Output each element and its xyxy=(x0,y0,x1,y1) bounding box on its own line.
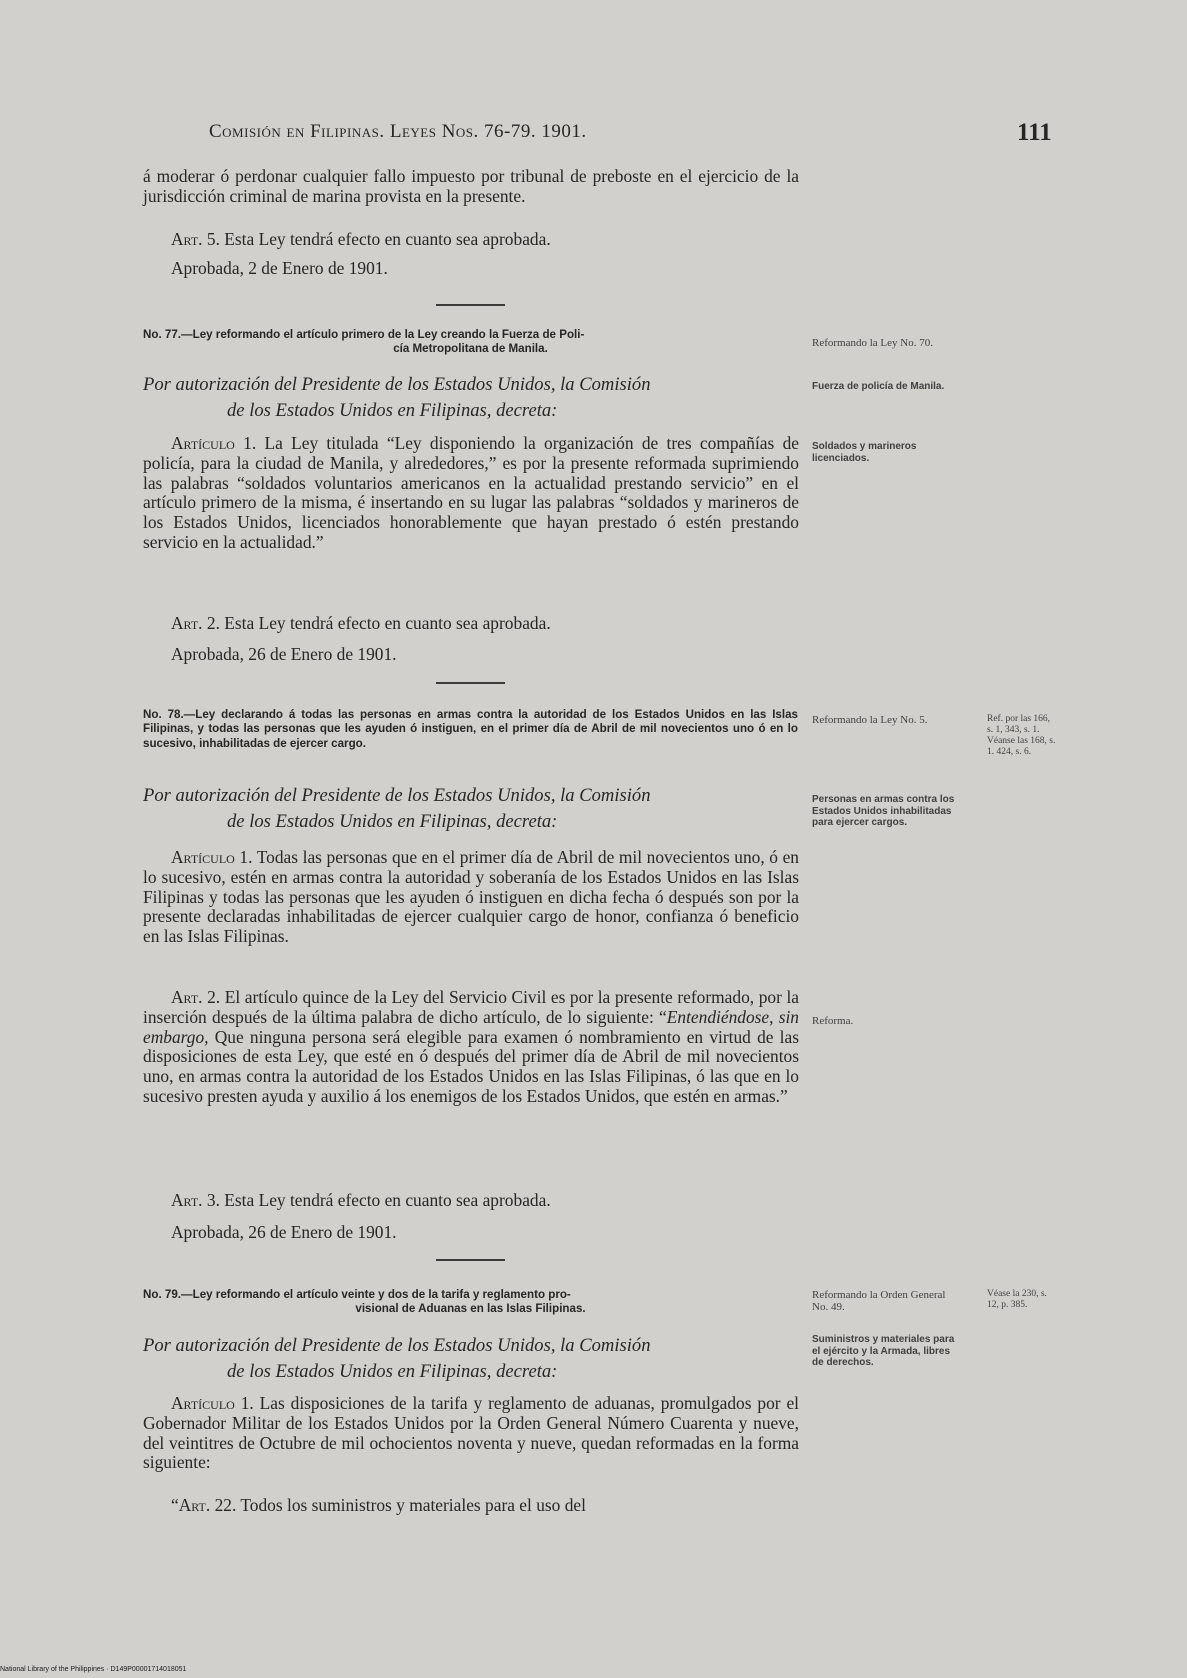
article-label: Art. 2. xyxy=(171,987,221,1007)
section-divider xyxy=(436,304,505,306)
law-78-authority xyxy=(143,783,827,835)
authority-line: Por autorización del Presidente de los Estados Unidos, la Comisión xyxy=(143,1335,651,1356)
law-78-article-1 xyxy=(143,848,799,947)
authority-line: Por autorización del Presidente de los Estados Unidos, la Comisión xyxy=(143,785,651,806)
law-77-article-1 xyxy=(143,434,799,553)
margin-note: Reformando la Ley No. 70. xyxy=(812,337,933,349)
article-label: “Art. 22. xyxy=(171,1495,237,1515)
approval-date: Aprobada, 26 de Enero de 1901. xyxy=(171,644,397,664)
margin-note: Personas en armas contra los Estados Unidos inhabilitadas para ejercer cargos. xyxy=(812,794,955,828)
article-text: Esta Ley tendrá efecto en cuanto sea aprobada. xyxy=(224,613,551,633)
heading-line: No. 77.—Ley reformando el artículo primero de la Ley creando la Fuerza de Poli- xyxy=(143,328,585,341)
heading-line: visional de Aduanas en las Islas Filipinas. xyxy=(355,1302,586,1316)
side-note: Ref. por las 166, s. 1, 343, s. 1. Véanse las 168, s. 1. 424, s. 6. xyxy=(987,714,1056,757)
law-79-authority xyxy=(143,1333,827,1385)
prev-law-article-5 xyxy=(143,230,799,250)
article-text: Esta Ley tendrá efecto en cuanto sea aprobada. xyxy=(224,229,551,249)
authority-line: de los Estados Unidos en Filipinas, decreta: xyxy=(227,811,558,832)
authority-line: de los Estados Unidos en Filipinas, decreta: xyxy=(227,400,558,421)
section-divider xyxy=(436,682,505,684)
article-text: Las disposiciones de la tarifa y reglamento de aduanas, promulgados por el Gobernador Militar de los Estados Unidos por la Orden General Número Cuarenta y nueve, del veintitres de Octubre de mil ochocientos noventa y nueve, quedan reformadas en la forma siguiente: xyxy=(143,1393,799,1473)
side-note: Véase la 230, s. 12, p. 385. xyxy=(987,1289,1047,1310)
article-text: Todas las personas que en el primer día de Abril de mil novecientos uno, ó en lo sucesivo, estén en armas contra la autoridad y soberanía de los Estados Unidos en las Islas Filipinas y todas las personas que les ayuden ó instiguen en dicha fecha ó después son por la presente declaradas inhabilitadas de ejercer cualquier cargo de honor, confianza ó beneficio en las Islas Filipinas. xyxy=(143,847,799,947)
article-label: Art. 3. xyxy=(171,1190,220,1210)
law-78-article-3 xyxy=(143,1191,799,1211)
approval-date: Aprobada, 2 de Enero de 1901. xyxy=(171,258,388,278)
article-text: El artículo quince de la Ley del Servicio Civil es por la presente reformado, por la inserción después de la última palabra de dicho artículo, de lo siguiente: “ xyxy=(143,987,800,1027)
authority-line: Por autorización del Presidente de los Estados Unidos, la Comisión xyxy=(143,374,651,395)
article-label: Art. 2. xyxy=(171,613,220,633)
law-79-article-22 xyxy=(143,1496,799,1516)
margin-note: Reformando la Orden General No. 49. xyxy=(812,1289,946,1313)
law-79-heading xyxy=(143,1288,798,1317)
law-77-article-2 xyxy=(143,614,799,634)
article-label: Art. 5. xyxy=(171,229,220,249)
law-77-authority xyxy=(143,372,827,424)
article-text: Esta Ley tendrá efecto en cuanto sea aprobada. xyxy=(224,1190,551,1210)
article-label: Artículo 1. xyxy=(171,433,257,453)
section-divider xyxy=(436,1259,505,1261)
article-text: La Ley titulada “Ley disponiendo la organización de tres compañías de policía, para la ciudad de Manila, y alrededores,” es por la presente reformada suprimiendo las palabras “soldados voluntarios americanos en la actualidad prestando servicio” en el artículo primero de la misma, é insertando en su lugar las palabras “soldados y marineros de los Estados Unidos, licenciados honorablemente que hayan prestado ó estén prestando servicio en la actualidad.” xyxy=(143,433,799,552)
running-header: Comisión en Filipinas. Leyes Nos. 76-79. 1901. xyxy=(209,121,587,142)
article-text: Todos los suministros y materiales para el uso del xyxy=(240,1495,586,1515)
prev-law-text: á moderar ó perdonar cualquier fallo impuesto por tribunal de preboste en el ejercicio de la jurisdicción criminal de marina provista en la presente. xyxy=(143,166,799,206)
margin-note: Fuerza de policía de Manila. xyxy=(812,381,945,392)
law-78-heading: No. 78.—Ley declarando á todas las personas en armas contra la autoridad de los Estados Unidos en las Islas Filipinas, y todas las personas que les ayuden ó instiguen, en el primer día de Abril de mil novecientos uno ó en lo sucesivo, inhabilitadas de ejercer cargo. xyxy=(143,708,798,750)
margin-note: Soldados y marineros licenciados. xyxy=(812,441,917,464)
library-footer: National Library of the Philippines · D149P00001714018051 xyxy=(0,1666,187,1673)
heading-line: cía Metropolitana de Manila. xyxy=(393,342,548,356)
law-77-heading xyxy=(143,328,798,357)
margin-note: Reformando la Ley No. 5. xyxy=(812,714,928,726)
article-label: Artículo 1. xyxy=(171,1393,254,1413)
margin-note: Suministros y materiales para el ejército y la Armada, libres de derechos. xyxy=(812,1334,955,1368)
article-label: Artículo 1. xyxy=(171,847,253,867)
approval-date: Aprobada, 26 de Enero de 1901. xyxy=(171,1222,397,1242)
page-number: 111 xyxy=(1017,119,1052,146)
article-italic: Entendiéndose, sin embargo, xyxy=(143,1006,800,1047)
margin-note: Reforma. xyxy=(812,1015,854,1027)
law-78-article-2 xyxy=(143,988,799,1107)
article-text: Que ninguna persona será elegible para examen ó nombramiento en virtud de las disposiciones de esta Ley, que esté en ó después del primer día de Abril de mil novecientos uno, en armas contra la autoridad de los Estados Unidos en las Islas Filipinas, ó las que en lo sucesivo presten ayuda y auxilio á los enemigos de los Estados Unidos, que estén en armas.” xyxy=(143,1026,799,1106)
authority-line: de los Estados Unidos en Filipinas, decreta: xyxy=(227,1361,558,1382)
heading-line: No. 79.—Ley reformando el artículo veinte y dos de la tarifa y reglamento pro- xyxy=(143,1288,571,1301)
law-79-article-1 xyxy=(143,1394,799,1473)
